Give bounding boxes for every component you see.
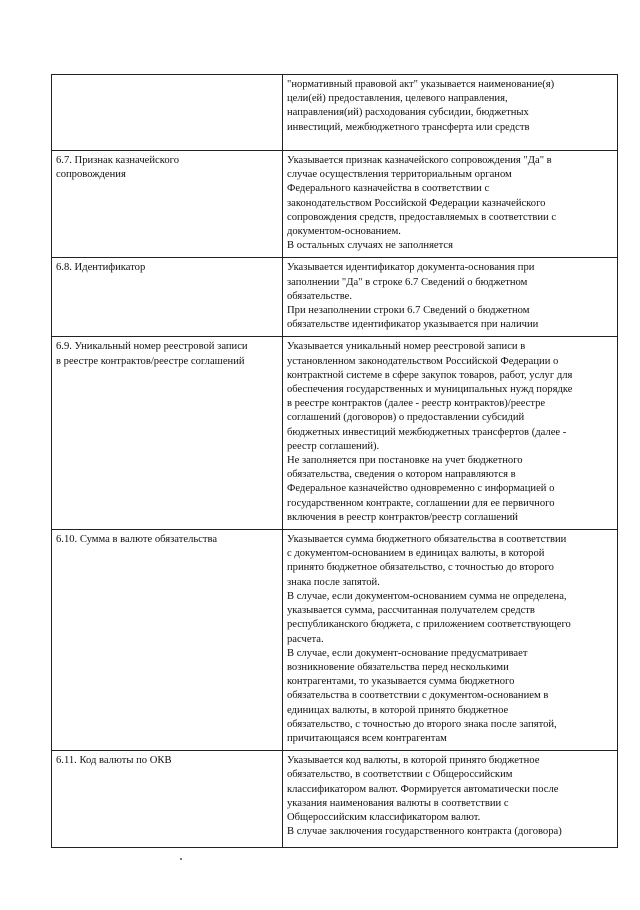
field-description-table bbox=[51, 74, 618, 848]
description-line: Указывается сумма бюджетного обязательства в соответствии bbox=[287, 534, 567, 546]
table-row bbox=[52, 530, 618, 751]
field-name-cell bbox=[52, 258, 283, 337]
description-line: Указывается код валюты, в которой принято бюджетное bbox=[287, 755, 540, 767]
description-line: обязательство, в соответствии с Общероссийским bbox=[287, 769, 513, 781]
description-line: законодательством Российской Федерации казначейского bbox=[287, 197, 546, 209]
field-name-cell bbox=[52, 751, 283, 848]
description-line: обязательства в соответствии с документом-основанием в bbox=[287, 690, 549, 702]
field-name-line: 6.9. Уникальный номер реестровой записи bbox=[56, 341, 248, 353]
document-page bbox=[51, 74, 611, 848]
description-line: с документом-основанием в единицах валюты, в которой bbox=[287, 548, 545, 560]
description-line: указания наименования валюты в соответствии с bbox=[287, 797, 509, 809]
description-line: Указывается уникальный номер реестровой записи в bbox=[287, 341, 526, 353]
description-line: указывается сумма, рассчитанная получателем средств bbox=[287, 605, 535, 617]
description-line: случае осуществления территориальным органом bbox=[287, 169, 512, 181]
description-line: бюджетных инвестиций межбюджетных трансфертов (далее - bbox=[287, 426, 567, 438]
description-line: установленном законодательством Российской Федерации о bbox=[287, 355, 559, 367]
description-line: документом-основанием. bbox=[287, 226, 401, 238]
field-name-cell bbox=[52, 337, 283, 530]
field-name-line: 6.8. Идентификатор bbox=[56, 262, 146, 274]
table-row bbox=[52, 75, 618, 151]
description-cell bbox=[283, 530, 618, 751]
description-line: принято бюджетное обязательство, с точностью до второго bbox=[287, 562, 554, 574]
description-line: инвестиций, межбюджетного трансферта или средств bbox=[287, 121, 530, 133]
table-row bbox=[52, 337, 618, 530]
description-line: Не заполняется при постановке на учет бюджетного bbox=[287, 455, 523, 467]
field-name-line: 6.7. Признак казначейского bbox=[56, 155, 180, 166]
description-line: В остальных случаях не заполняется bbox=[287, 240, 453, 252]
description-line: сопровождения средств, предоставляемых в соответствии с bbox=[287, 211, 557, 223]
description-line: цели(ей) предоставления, целевого направления, bbox=[287, 93, 508, 105]
description-line: контрактной системе в сфере закупок товаров, работ, услуг для bbox=[287, 369, 573, 381]
description-line: контрагентами, то указывается сумма бюджетного bbox=[287, 676, 515, 688]
description-line: Указывается признак казначейского сопровождения "Да" в bbox=[287, 155, 552, 166]
description-line: направления(ий) расходования субсидии, бюджетных bbox=[287, 107, 529, 119]
description-line: При незаполнении строки 6.7 Сведений о бюджетном bbox=[287, 305, 530, 317]
field-name-line: 6.10. Сумма в валюте обязательства bbox=[56, 534, 218, 546]
description-line: В случае, если документ-основание предусматривает bbox=[287, 647, 528, 659]
description-line: "нормативный правовой акт" указывается наименование(я) bbox=[287, 79, 555, 90]
field-name-line: сопровождения bbox=[56, 169, 126, 181]
description-cell bbox=[283, 337, 618, 530]
field-name-cell bbox=[52, 151, 283, 258]
description-line: единицах валюты, в которой принято бюджетное bbox=[287, 704, 509, 716]
description-line: Общероссийским классификатором валют. bbox=[287, 811, 481, 823]
table-row bbox=[52, 258, 618, 337]
description-line: государственном контракте, соглашении для ее первичного bbox=[287, 497, 555, 509]
description-line: Федеральное казначейство одновременно с информацией о bbox=[287, 483, 555, 495]
description-line: обеспечения государственных и муниципальных нужд порядке bbox=[287, 384, 573, 396]
description-cell bbox=[283, 751, 618, 848]
description-line: в реестре контрактов (далее - реестр контрактов)/реестре bbox=[287, 398, 546, 410]
description-line: В случае, если документом-основанием сумма не определена, bbox=[287, 590, 567, 602]
description-line: знака после запятой. bbox=[287, 576, 380, 588]
description-line: соглашений (договоров) о предоставлении субсидий bbox=[287, 412, 525, 424]
description-line: реестр соглашений). bbox=[287, 440, 380, 452]
description-line: включения в реестр контрактов/реестр соглашений bbox=[287, 511, 518, 523]
scan-speck bbox=[180, 858, 182, 860]
table-row bbox=[52, 151, 618, 258]
description-line: заполнении "Да" в строке 6.7 Сведений о бюджетном bbox=[287, 276, 528, 288]
field-name-line: в реестре контрактов/реестре соглашений bbox=[56, 355, 245, 367]
description-line: причитающаяся всем контрагентам bbox=[287, 732, 447, 744]
description-line: Федерального казначейства в соответствии с bbox=[287, 183, 490, 195]
description-line: республиканского бюджета, с приложением соответствующего bbox=[287, 619, 571, 631]
field-name-cell bbox=[52, 75, 283, 151]
description-cell bbox=[283, 151, 618, 258]
description-line: В случае заключения государственного контракта (договора) bbox=[287, 826, 562, 838]
description-line: обязательство, с точностью до второго знака после запятой, bbox=[287, 718, 557, 730]
description-cell bbox=[283, 258, 618, 337]
description-line: обязательстве. bbox=[287, 290, 352, 302]
table-row bbox=[52, 751, 618, 848]
description-line: возникновение обязательства перед несколькими bbox=[287, 661, 509, 673]
field-name-cell bbox=[52, 530, 283, 751]
field-name-line: 6.11. Код валюты по ОКВ bbox=[56, 755, 172, 767]
description-cell bbox=[283, 75, 618, 151]
description-line: обязательстве идентификатор указывается при наличии bbox=[287, 319, 539, 331]
description-line: обязательства, сведения о котором направляются в bbox=[287, 469, 516, 481]
description-line: Указывается идентификатор документа-основания при bbox=[287, 262, 535, 274]
table-body bbox=[52, 75, 618, 848]
description-line: расчета. bbox=[287, 633, 324, 645]
description-line: классификатором валют. Формируется автоматически после bbox=[287, 783, 559, 795]
